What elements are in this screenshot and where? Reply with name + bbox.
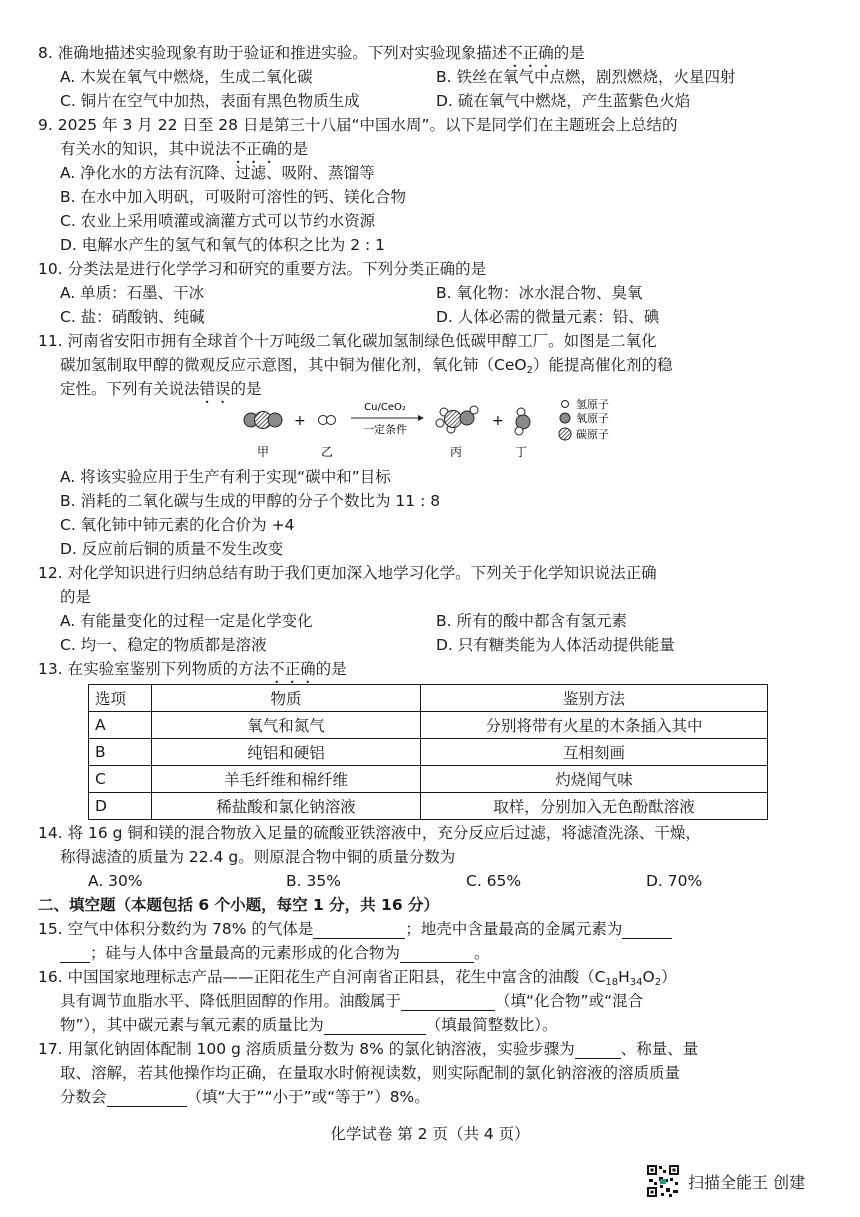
water-molecule	[515, 408, 530, 435]
row-substance: 稀盐酸和氯化钠溶液	[152, 793, 421, 820]
section-2-heading: 二、填空题（本题包括 6 个小题，每空 1 分，共 16 分）	[38, 896, 440, 914]
q11-option-b: B. 消耗的二氧化碳与生成的甲醇的分子个数比为 11 : 8	[60, 492, 441, 510]
q11-stem-line1: 11. 河南省安阳市拥有全球首个十万吨级二氧化碳加氢制绿色低碳甲醇工厂。如图是二氧化	[38, 332, 657, 350]
row-substance: 氧气和氮气	[152, 712, 421, 739]
q10-option-c: C. 盐：硝酸钠、纯碱	[60, 308, 205, 326]
q9-option-d: D. 电解水产生的氢气和氧气的体积之比为 2 : 1	[60, 236, 386, 254]
q10-option-b: B. 氧化物：冰水混合物、臭氧	[436, 284, 643, 302]
legend-carbon: 碳原子	[576, 428, 609, 441]
q15-line1: 15. 空气中体积分数约为 78% 的气体是 ；地壳中含量最高的金属元素为	[38, 919, 672, 939]
q14-option-d: D. 70%	[646, 872, 703, 890]
row-method: 互相刻画	[421, 739, 768, 766]
table-header-row	[89, 685, 768, 712]
plus-sign-2: +	[492, 413, 504, 429]
q12-option-c: C. 均一、稳定的物质都是溶液	[60, 636, 267, 654]
q14-option-b: B. 35%	[286, 872, 341, 890]
label-yi: 乙	[320, 445, 334, 459]
co2-molecule	[244, 412, 282, 429]
reaction-diagram	[240, 398, 640, 460]
header-option: 选项	[89, 685, 152, 712]
q15-blank-2a[interactable]	[622, 922, 672, 939]
legend-hydrogen-swatch	[562, 401, 569, 408]
row-option: B	[89, 739, 152, 766]
h2-molecule	[319, 416, 336, 425]
row-substance: 羊毛纤维和棉纤维	[152, 766, 421, 793]
legend-oxygen-swatch	[560, 413, 570, 423]
q12-stem-line1: 12. 对化学知识进行归纳总结有助于我们更加深入地学习化学。下列关于化学知识说法正确	[38, 564, 657, 582]
q16-line2: 具有调节血脂水平、降低胆固醇的作用。油酸属于 （填“化合物”或“混合	[60, 992, 644, 1010]
q15-blank-3[interactable]	[400, 946, 474, 963]
qr-code-icon	[646, 1164, 680, 1198]
q9-option-b: B. 在水中加入明矾，可吸附可溶性的钙、镁化合物	[60, 188, 406, 206]
scanner-stamp	[646, 1164, 805, 1198]
row-method: 取样，分别加入无色酚酞溶液	[421, 793, 768, 820]
q17-blank-2[interactable]	[107, 1090, 187, 1107]
q17-line1: 17. 用氯化钠固体配制 100 g 溶质质量分数为 8% 的氯化钠溶液，实验步骤为 、称量、量	[38, 1040, 699, 1058]
table-row	[89, 739, 768, 766]
header-substance: 物质	[152, 685, 421, 712]
q14-option-a: A. 30%	[88, 872, 143, 890]
row-option: C	[89, 766, 152, 793]
q9-stem-line1: 9. 2025 年 3 月 22 日至 28 日是第三十八届“中国水周”。以下是同学们在主题班会上总结的	[38, 116, 678, 134]
q9-option-a: A. 净化水的方法有沉降、过滤、吸附、蒸馏等	[60, 164, 375, 182]
q11-stem-line2: 碳加氢制取甲醇的微观反应示意图，其中铜为催化剂，氧化铈（CeO$_2$）能提高催化剂的稳	[60, 356, 673, 376]
table-row	[89, 793, 768, 820]
scanner-stamp-text: 扫描全能王 创建	[688, 1172, 806, 1192]
q16-line3: 物”），其中碳元素与氧元素的质量比为 （填最简整数比）。	[60, 1016, 558, 1034]
row-method: 分别将带有火星的木条插入其中	[421, 712, 768, 739]
table-row	[89, 766, 768, 793]
q11-option-a: A. 将该实验应用于生产有利于实现“碳中和”目标	[60, 468, 391, 486]
q17-line2: 取、溶解，若其他操作均正确，在量取水时俯视读数，则实际配制的氯化钠溶液的溶质质量	[60, 1064, 681, 1082]
row-option: D	[89, 793, 152, 820]
condition-label: 一定条件	[363, 423, 407, 436]
q10-stem: 10. 分类法是进行化学学习和研究的重要方法。下列分类正确的是	[38, 260, 487, 278]
catalyst-label: Cu/CeO₂	[364, 402, 406, 413]
q8-option-b: B. 铁丝在氧气中点燃，剧烈燃烧，火星四射	[436, 68, 736, 86]
row-method: 灼烧闻气味	[421, 766, 768, 793]
q14-stem-line2: 称得滤渣的质量为 22.4 g。则原混合物中铜的质量分数为	[60, 848, 456, 866]
q14-option-c: C. 65%	[466, 872, 522, 890]
q8-option-c: C. 铜片在空气中加热，表面有黑色物质生成	[60, 92, 360, 110]
q13-table	[88, 684, 768, 820]
legend-hydrogen: 氢原子	[576, 398, 609, 411]
legend-oxygen: 氧原子	[576, 412, 609, 425]
q11-option-d: D. 反应前后铜的质量不发生改变	[60, 540, 284, 558]
q9-stem-line2: 有关水的知识，其中说法不正确的是	[60, 140, 309, 158]
q12-option-b: B. 所有的酸中都含有氢元素	[436, 612, 627, 630]
q8-option-a: A. 木炭在氧气中燃烧，生成二氧化碳	[60, 68, 313, 86]
q16-blank-2[interactable]	[324, 1018, 426, 1035]
label-jia: 甲	[256, 445, 270, 459]
q11-option-c: C. 氧化铈中铈元素的化合价为 +4	[60, 516, 295, 534]
row-option: A	[89, 712, 152, 739]
label-bing: 丙	[449, 445, 463, 459]
q10-option-d: D. 人体必需的微量元素：铅、碘	[436, 308, 660, 326]
q12-stem-line2: 的是	[60, 588, 92, 606]
legend-carbon-swatch	[559, 428, 571, 440]
q17-blank-1[interactable]	[575, 1042, 621, 1059]
q15-line2: ；硅与人体中含量最高的元素形成的化合物为 。	[60, 943, 490, 963]
plus-sign-1: +	[294, 413, 306, 429]
methanol-molecule	[436, 406, 478, 433]
label-ding: 丁	[514, 445, 528, 459]
q12-option-a: A. 有能量变化的过程一定是化学变化	[60, 612, 313, 630]
q15-blank-1[interactable]	[313, 922, 405, 939]
q16-blank-1[interactable]	[401, 994, 495, 1011]
reaction-svg	[240, 398, 640, 460]
q10-option-a: A. 单质：石墨、干冰	[60, 284, 205, 302]
q8-stem: 8. 准确地描述实验现象有助于验证和推进实验。下列对实验现象描述不正确的是	[38, 44, 585, 62]
page-footer: 化学试卷 第 2 页（共 4 页）	[330, 1125, 530, 1143]
q17-line3: 分数会 （填“大于”“小于”或“等于”）8%。	[60, 1088, 430, 1106]
header-method: 鉴别方法	[421, 685, 768, 712]
q11-stem-line3: 定性。下列有关说法错误的是	[60, 380, 262, 398]
q12-option-d: D. 只有糖类能为人体活动提供能量	[436, 636, 675, 654]
row-substance: 纯铝和硬铝	[152, 739, 421, 766]
q14-stem-line1: 14. 将 16 g 铜和镁的混合物放入足量的硫酸亚铁溶液中，充分反应后过滤，将滤渣洗涤、干燥，	[38, 824, 701, 842]
q9-option-c: C. 农业上采用喷灌或滴灌方式可以节约水资源	[60, 212, 376, 230]
q13-stem: 13. 在实验室鉴别下列物质的方法不正确的是	[38, 660, 347, 678]
q16-line1: 16. 中国国家地理标志产品——正阳花生产自河南省正阳县，花生中富含的油酸$(C_{18}H_{34}O_2)$	[38, 968, 677, 988]
q15-blank-2b[interactable]	[60, 946, 90, 963]
table-row	[89, 712, 768, 739]
q8-option-d: D. 硫在氧气中燃烧，产生蓝紫色火焰	[436, 92, 691, 110]
